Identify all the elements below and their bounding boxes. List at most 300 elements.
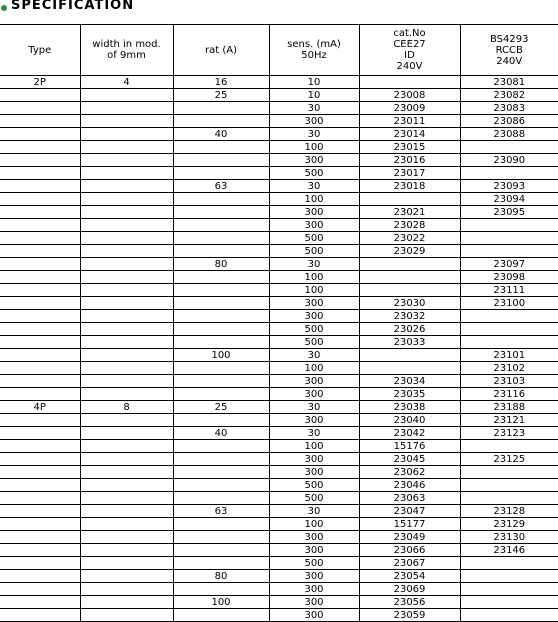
cell-bs4293: 23098 (460, 271, 558, 284)
column-header-line: BS4293 (490, 33, 529, 45)
column-header-type (0, 25, 80, 76)
cell-sensitivity: 500 (269, 245, 359, 258)
table-row (0, 518, 558, 531)
cell-type (0, 258, 80, 271)
table-row (0, 401, 558, 414)
cell-rating (173, 323, 269, 336)
cell-rating (173, 310, 269, 323)
cell-rating (173, 219, 269, 232)
cell-type (0, 102, 80, 115)
cell-width (80, 141, 173, 154)
cell-rating (173, 284, 269, 297)
cell-sensitivity: 300 (269, 388, 359, 401)
cell-type (0, 336, 80, 349)
cell-bs4293 (460, 596, 558, 609)
cell-type (0, 518, 80, 531)
page-title: SPECIFICATION (11, 0, 135, 13)
cell-cat-no: 23021 (359, 206, 460, 219)
cell-sensitivity: 100 (269, 284, 359, 297)
cell-cat-no (359, 349, 460, 362)
cell-type (0, 115, 80, 128)
cell-width (80, 583, 173, 596)
cell-rating: 80 (173, 258, 269, 271)
cell-rating (173, 440, 269, 453)
cell-bs4293: 23128 (460, 505, 558, 518)
cell-type (0, 362, 80, 375)
cell-rating: 25 (173, 89, 269, 102)
cell-width (80, 518, 173, 531)
cell-width (80, 206, 173, 219)
cell-rating (173, 479, 269, 492)
table-row (0, 609, 558, 622)
table-row (0, 271, 558, 284)
cell-bs4293: 23102 (460, 362, 558, 375)
cell-width (80, 609, 173, 622)
cell-type (0, 310, 80, 323)
column-header-cat-no (359, 25, 460, 76)
table-row (0, 154, 558, 167)
cell-width (80, 219, 173, 232)
cell-cat-no: 23015 (359, 141, 460, 154)
cell-width (80, 271, 173, 284)
column-header-bs4293 (460, 25, 558, 76)
cell-width (80, 466, 173, 479)
cell-sensitivity: 300 (269, 115, 359, 128)
cell-bs4293 (460, 167, 558, 180)
cell-rating (173, 609, 269, 622)
cell-width (80, 193, 173, 206)
table-row (0, 479, 558, 492)
cell-sensitivity: 300 (269, 154, 359, 167)
cell-sensitivity: 300 (269, 583, 359, 596)
cell-width (80, 544, 173, 557)
cell-bs4293 (460, 570, 558, 583)
cell-sensitivity: 300 (269, 375, 359, 388)
cell-rating: 63 (173, 505, 269, 518)
cell-type (0, 570, 80, 583)
cell-type (0, 154, 80, 167)
table-row (0, 453, 558, 466)
cell-width (80, 349, 173, 362)
cell-rating (173, 544, 269, 557)
cell-bs4293: 23086 (460, 115, 558, 128)
table-row (0, 193, 558, 206)
table-row (0, 388, 558, 401)
cell-rating (173, 388, 269, 401)
cell-sensitivity: 30 (269, 401, 359, 414)
cell-sensitivity: 300 (269, 219, 359, 232)
cell-bs4293: 23129 (460, 518, 558, 531)
cell-width (80, 310, 173, 323)
cell-cat-no: 23034 (359, 375, 460, 388)
table-row (0, 180, 558, 193)
cell-rating: 80 (173, 570, 269, 583)
cell-cat-no: 15176 (359, 440, 460, 453)
cell-rating (173, 557, 269, 570)
cell-bs4293 (460, 440, 558, 453)
cell-bs4293: 23188 (460, 401, 558, 414)
column-header-line: rat (A) (205, 44, 237, 56)
table-row (0, 167, 558, 180)
cell-type (0, 414, 80, 427)
table-row (0, 544, 558, 557)
cell-width (80, 388, 173, 401)
cell-cat-no: 23056 (359, 596, 460, 609)
cell-sensitivity: 100 (269, 193, 359, 206)
cell-width (80, 323, 173, 336)
cell-cat-no: 23014 (359, 128, 460, 141)
cell-type (0, 219, 80, 232)
cell-rating (173, 531, 269, 544)
table-row (0, 466, 558, 479)
table-row (0, 102, 558, 115)
cell-sensitivity: 500 (269, 323, 359, 336)
cell-type (0, 596, 80, 609)
cell-type (0, 440, 80, 453)
cell-cat-no (359, 271, 460, 284)
cell-rating (173, 193, 269, 206)
cell-cat-no: 23035 (359, 388, 460, 401)
cell-bs4293 (460, 609, 558, 622)
cell-width: 8 (80, 401, 173, 414)
cell-type (0, 193, 80, 206)
cell-type (0, 531, 80, 544)
cell-rating (173, 167, 269, 180)
cell-cat-no: 15177 (359, 518, 460, 531)
table-row (0, 297, 558, 310)
cell-type (0, 167, 80, 180)
cell-bs4293: 23094 (460, 193, 558, 206)
cell-sensitivity: 10 (269, 76, 359, 89)
column-header-line: CEE27 (393, 39, 426, 50)
cell-width (80, 258, 173, 271)
cell-cat-no: 23042 (359, 427, 460, 440)
cell-type (0, 232, 80, 245)
table-row (0, 232, 558, 245)
cell-type (0, 323, 80, 336)
cell-bs4293: 23125 (460, 453, 558, 466)
cell-type (0, 492, 80, 505)
cell-rating: 63 (173, 180, 269, 193)
cell-cat-no: 23045 (359, 453, 460, 466)
cell-cat-no: 23011 (359, 115, 460, 128)
cell-sensitivity: 500 (269, 479, 359, 492)
cell-cat-no: 23028 (359, 219, 460, 232)
cell-sensitivity: 500 (269, 167, 359, 180)
cell-bs4293: 23088 (460, 128, 558, 141)
cell-rating (173, 375, 269, 388)
table-row (0, 440, 558, 453)
cell-type (0, 583, 80, 596)
cell-sensitivity: 300 (269, 466, 359, 479)
cell-width (80, 492, 173, 505)
cell-width (80, 297, 173, 310)
cell-bs4293 (460, 323, 558, 336)
cell-rating (173, 362, 269, 375)
cell-cat-no: 23029 (359, 245, 460, 258)
cell-sensitivity: 300 (269, 570, 359, 583)
table-row (0, 570, 558, 583)
cell-type (0, 271, 80, 284)
cell-rating (173, 206, 269, 219)
cell-cat-no: 23054 (359, 570, 460, 583)
column-header-line: ID (404, 50, 415, 61)
cell-width (80, 427, 173, 440)
column-header-line: sens. (mA) (287, 39, 341, 50)
cell-cat-no: 23040 (359, 414, 460, 427)
table-row (0, 76, 558, 89)
cell-sensitivity: 100 (269, 271, 359, 284)
table-body (0, 76, 558, 622)
cell-rating (173, 115, 269, 128)
cell-width (80, 245, 173, 258)
table-row (0, 557, 558, 570)
cell-bs4293: 23081 (460, 76, 558, 89)
table-row (0, 89, 558, 102)
cell-rating (173, 271, 269, 284)
cell-sensitivity: 300 (269, 544, 359, 557)
cell-cat-no: 23063 (359, 492, 460, 505)
specification-table (0, 24, 558, 622)
cell-bs4293 (460, 219, 558, 232)
cell-width (80, 453, 173, 466)
cell-rating (173, 297, 269, 310)
table-row (0, 336, 558, 349)
table-row (0, 531, 558, 544)
cell-cat-no: 23009 (359, 102, 460, 115)
cell-bs4293 (460, 466, 558, 479)
table-row (0, 310, 558, 323)
table-row (0, 115, 558, 128)
cell-rating (173, 154, 269, 167)
table-row (0, 349, 558, 362)
cell-cat-no: 23033 (359, 336, 460, 349)
cell-cat-no: 23046 (359, 479, 460, 492)
cell-cat-no (359, 76, 460, 89)
table-row (0, 596, 558, 609)
cell-sensitivity: 500 (269, 492, 359, 505)
cell-cat-no: 23016 (359, 154, 460, 167)
cell-bs4293: 23090 (460, 154, 558, 167)
cell-width (80, 440, 173, 453)
cell-rating (173, 453, 269, 466)
cell-cat-no: 23067 (359, 557, 460, 570)
cell-sensitivity: 100 (269, 518, 359, 531)
cell-sensitivity: 100 (269, 440, 359, 453)
cell-width (80, 102, 173, 115)
column-header-line: Type (28, 44, 52, 56)
cell-cat-no (359, 284, 460, 297)
cell-type (0, 466, 80, 479)
table-row (0, 141, 558, 154)
cell-bs4293: 23095 (460, 206, 558, 219)
cell-rating (173, 102, 269, 115)
cell-rating (173, 518, 269, 531)
cell-sensitivity: 30 (269, 258, 359, 271)
cell-type (0, 349, 80, 362)
cell-rating (173, 141, 269, 154)
cell-width (80, 531, 173, 544)
cell-bs4293 (460, 310, 558, 323)
cell-bs4293 (460, 141, 558, 154)
cell-width (80, 167, 173, 180)
cell-type (0, 544, 80, 557)
cell-bs4293: 23103 (460, 375, 558, 388)
table-row (0, 128, 558, 141)
cell-cat-no: 23032 (359, 310, 460, 323)
column-header-sensitivity (269, 25, 359, 76)
cell-rating: 100 (173, 349, 269, 362)
cell-sensitivity: 300 (269, 531, 359, 544)
cell-bs4293: 23146 (460, 544, 558, 557)
cell-rating (173, 414, 269, 427)
column-header-line: 240V (396, 61, 423, 72)
cell-rating (173, 492, 269, 505)
column-header-line: RCCB (495, 44, 523, 56)
cell-cat-no: 23047 (359, 505, 460, 518)
cell-sensitivity: 30 (269, 427, 359, 440)
cell-sensitivity: 100 (269, 141, 359, 154)
cell-width (80, 154, 173, 167)
cell-bs4293: 23100 (460, 297, 558, 310)
cell-type: 2P (0, 76, 80, 89)
table-row (0, 505, 558, 518)
cell-rating (173, 466, 269, 479)
cell-cat-no: 23022 (359, 232, 460, 245)
cell-cat-no: 23038 (359, 401, 460, 414)
cell-width: 4 (80, 76, 173, 89)
cell-bs4293: 23111 (460, 284, 558, 297)
cell-width (80, 336, 173, 349)
table-row (0, 375, 558, 388)
table-row (0, 206, 558, 219)
cell-type (0, 180, 80, 193)
cell-type (0, 557, 80, 570)
cell-width (80, 505, 173, 518)
cell-sensitivity: 500 (269, 232, 359, 245)
page-header (0, 0, 558, 16)
cell-type (0, 427, 80, 440)
bullet-icon (1, 5, 7, 11)
table-row (0, 258, 558, 271)
cell-sensitivity: 500 (269, 557, 359, 570)
table-row (0, 414, 558, 427)
cell-cat-no: 23026 (359, 323, 460, 336)
cell-bs4293 (460, 245, 558, 258)
column-header-width (80, 25, 173, 76)
cell-width (80, 128, 173, 141)
cell-sensitivity: 30 (269, 349, 359, 362)
cell-width (80, 414, 173, 427)
cell-type (0, 388, 80, 401)
cell-rating (173, 583, 269, 596)
cell-bs4293: 23082 (460, 89, 558, 102)
cell-cat-no (359, 258, 460, 271)
cell-type (0, 479, 80, 492)
cell-bs4293 (460, 583, 558, 596)
cell-sensitivity: 100 (269, 362, 359, 375)
cell-type (0, 141, 80, 154)
cell-type: 4P (0, 401, 80, 414)
column-header-line: cat.No (393, 28, 426, 39)
cell-cat-no: 23066 (359, 544, 460, 557)
cell-cat-no: 23062 (359, 466, 460, 479)
cell-type (0, 453, 80, 466)
column-header-rating (173, 25, 269, 76)
cell-type (0, 375, 80, 388)
cell-type (0, 89, 80, 102)
cell-width (80, 232, 173, 245)
cell-sensitivity: 30 (269, 505, 359, 518)
cell-type (0, 505, 80, 518)
cell-cat-no: 23018 (359, 180, 460, 193)
cell-rating: 100 (173, 596, 269, 609)
table-row (0, 583, 558, 596)
cell-width (80, 284, 173, 297)
cell-bs4293: 23097 (460, 258, 558, 271)
cell-width (80, 375, 173, 388)
cell-bs4293: 23101 (460, 349, 558, 362)
cell-sensitivity: 30 (269, 102, 359, 115)
cell-type (0, 245, 80, 258)
cell-width (80, 570, 173, 583)
cell-bs4293: 23093 (460, 180, 558, 193)
cell-cat-no: 23008 (359, 89, 460, 102)
cell-type (0, 297, 80, 310)
table-row (0, 284, 558, 297)
column-header-line: 50Hz (301, 50, 327, 61)
cell-rating (173, 245, 269, 258)
table-header-row (0, 25, 558, 76)
cell-rating (173, 336, 269, 349)
cell-bs4293: 23116 (460, 388, 558, 401)
table-row (0, 219, 558, 232)
table-row (0, 245, 558, 258)
table-row (0, 427, 558, 440)
cell-bs4293 (460, 557, 558, 570)
table-row (0, 323, 558, 336)
cell-type (0, 284, 80, 297)
cell-width (80, 362, 173, 375)
cell-bs4293: 23130 (460, 531, 558, 544)
cell-width (80, 596, 173, 609)
cell-cat-no: 23069 (359, 583, 460, 596)
cell-sensitivity: 300 (269, 310, 359, 323)
cell-sensitivity: 30 (269, 180, 359, 193)
column-header-line: of 9mm (107, 50, 146, 61)
cell-bs4293: 23121 (460, 414, 558, 427)
cell-sensitivity: 300 (269, 609, 359, 622)
cell-sensitivity: 300 (269, 596, 359, 609)
table-row (0, 492, 558, 505)
cell-cat-no (359, 362, 460, 375)
cell-sensitivity: 300 (269, 206, 359, 219)
cell-rating (173, 232, 269, 245)
cell-cat-no: 23017 (359, 167, 460, 180)
cell-sensitivity: 500 (269, 336, 359, 349)
cell-bs4293: 23083 (460, 102, 558, 115)
cell-cat-no: 23059 (359, 609, 460, 622)
cell-width (80, 180, 173, 193)
cell-bs4293 (460, 336, 558, 349)
cell-bs4293 (460, 479, 558, 492)
cell-bs4293: 23123 (460, 427, 558, 440)
column-header-line: 240V (496, 55, 523, 67)
cell-cat-no: 23030 (359, 297, 460, 310)
cell-rating: 25 (173, 401, 269, 414)
cell-rating: 40 (173, 128, 269, 141)
cell-cat-no (359, 193, 460, 206)
